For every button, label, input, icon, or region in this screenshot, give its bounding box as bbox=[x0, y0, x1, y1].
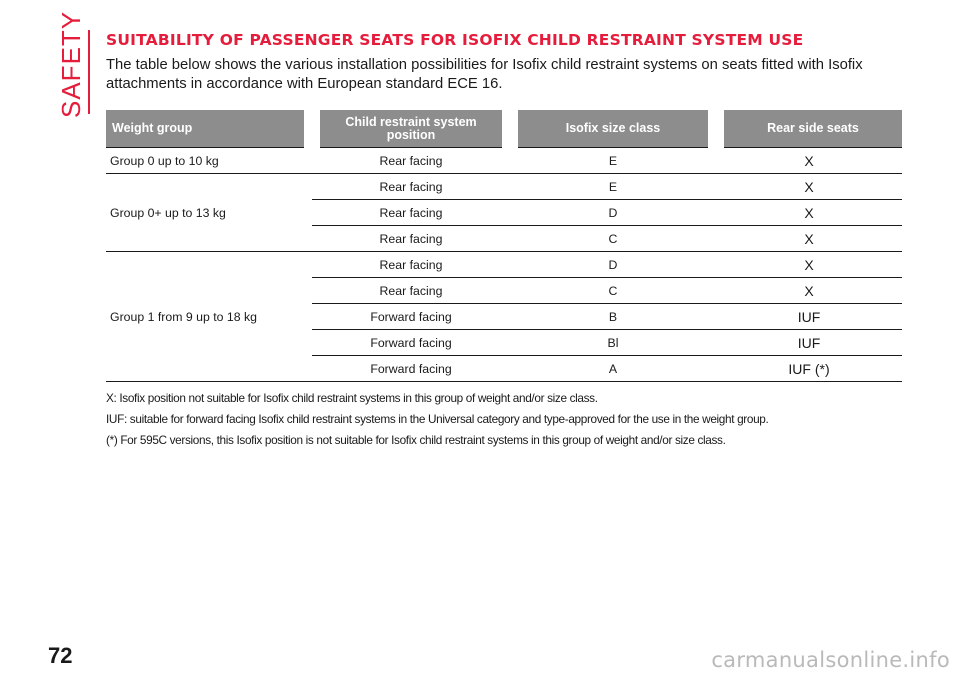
position-cell: Rear facing bbox=[312, 278, 510, 304]
rear-seat-cell: X bbox=[716, 200, 902, 226]
weight-group-cell: Group 0+ up to 13 kg bbox=[106, 174, 312, 252]
size-class-cell: D bbox=[510, 200, 716, 226]
position-cell: Forward facing bbox=[312, 330, 510, 356]
header-rear-side-seats: Rear side seats bbox=[716, 110, 902, 148]
rear-seat-cell: IUF bbox=[716, 330, 902, 356]
size-class-cell: E bbox=[510, 174, 716, 200]
position-cell: Rear facing bbox=[312, 226, 510, 252]
position-cell: Forward facing bbox=[312, 356, 510, 382]
note-asterisk: (*) For 595C versions, this Isofix position is not suitable for Isofix child restraint systems in this group of weight and/or size class. bbox=[106, 433, 726, 447]
intro-paragraph: The table below shows the various installation possibilities for Isofix child restraint systems on seats fitted with Isofix attachments in accordance with European standard ECE 16. bbox=[106, 57, 863, 92]
rear-seat-cell: X bbox=[716, 252, 902, 278]
table-body bbox=[106, 148, 902, 382]
position-cell: Rear facing bbox=[312, 200, 510, 226]
note-iuf: IUF: suitable for forward facing Isofix child restraint systems in the Universal category and type-approved for the use in the weight group. bbox=[106, 412, 769, 426]
size-class-cell: Bl bbox=[510, 330, 716, 356]
page-content bbox=[106, 31, 902, 451]
weight-group-cell: Group 0 up to 10 kg bbox=[106, 148, 312, 174]
isofix-suitability-table bbox=[106, 110, 902, 382]
note-x: X: Isofix position not suitable for Isofix child restraint systems in this group of weight and/or size class. bbox=[106, 391, 598, 405]
table-row bbox=[106, 252, 902, 278]
rear-seat-cell: X bbox=[716, 174, 902, 200]
position-cell: Rear facing bbox=[312, 174, 510, 200]
position-cell: Forward facing bbox=[312, 304, 510, 330]
header-size-class: Isofix size class bbox=[510, 110, 716, 148]
position-cell: Rear facing bbox=[312, 252, 510, 278]
table-row bbox=[106, 148, 902, 174]
position-cell: Rear facing bbox=[312, 148, 510, 174]
table-header-row bbox=[106, 110, 902, 148]
table-row bbox=[106, 174, 902, 200]
size-class-cell: D bbox=[510, 252, 716, 278]
rear-seat-cell: X bbox=[716, 278, 902, 304]
size-class-cell: B bbox=[510, 304, 716, 330]
rear-seat-cell: IUF bbox=[716, 304, 902, 330]
watermark: carmanualsonline.info bbox=[711, 648, 950, 672]
header-weight-group: Weight group bbox=[106, 110, 312, 148]
weight-group-cell: Group 1 from 9 up to 18 kg bbox=[106, 252, 312, 382]
side-accent-rule bbox=[88, 30, 90, 114]
size-class-cell: C bbox=[510, 226, 716, 252]
section-side-label: SAFETY bbox=[56, 10, 86, 118]
section-title: SUITABILITY OF PASSENGER SEATS FOR ISOFIX CHILD RESTRAINT SYSTEM USE bbox=[106, 31, 804, 49]
size-class-cell: E bbox=[510, 148, 716, 174]
rear-seat-cell: X bbox=[716, 148, 902, 174]
rear-seat-cell: X bbox=[716, 226, 902, 252]
size-class-cell: C bbox=[510, 278, 716, 304]
size-class-cell: A bbox=[510, 356, 716, 382]
rear-seat-cell: IUF (*) bbox=[716, 356, 902, 382]
table-notes bbox=[106, 388, 902, 451]
header-restraint-position: Child restraint system position bbox=[312, 110, 510, 148]
page-number: 72 bbox=[48, 643, 73, 668]
